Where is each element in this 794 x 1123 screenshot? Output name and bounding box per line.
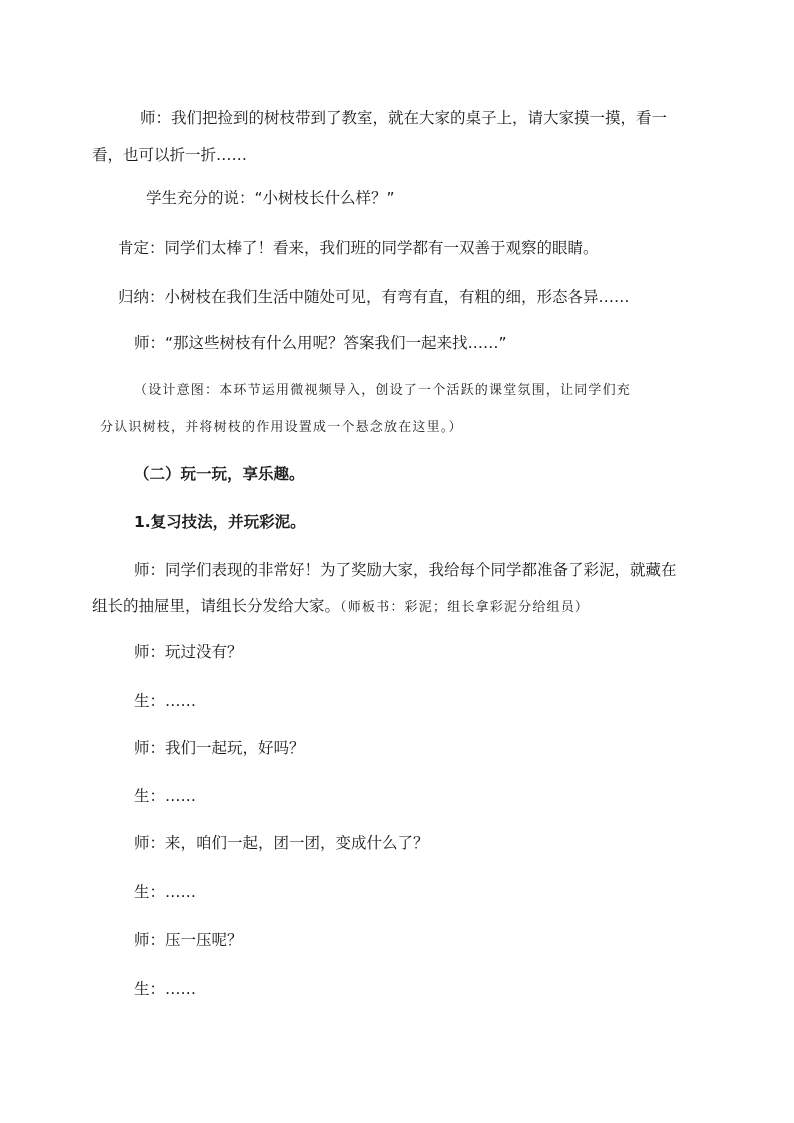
paragraph-line: 师：我们把捡到的树枝带到了教室，就在大家的桌子上，请大家摸一摸，看一 (140, 109, 668, 127)
subsection-heading: 1.复习技法，并玩彩泥。 (134, 513, 306, 531)
paragraph-line: 看，也可以折一折…… (92, 146, 248, 164)
dialogue-line: 生：…… (134, 692, 197, 710)
dialogue-line: 生：…… (134, 883, 197, 901)
paragraph-text: 组长的抽屉里，请组长分发给大家。 (92, 597, 341, 615)
board-note: （师板书：彩泥；组长拿彩泥分给组员） (340, 600, 590, 615)
design-note-line: （设计意图：本环节运用微视频导入，创设了一个活跃的课堂氛围，让同学们充 (134, 383, 632, 398)
dialogue-line: 师：我们一起玩，好吗？ (134, 739, 305, 757)
dialogue-line: 师：压一压呢？ (134, 931, 243, 949)
paragraph-line: 肯定：同学们太棒了！看来，我们班的同学都有一双善于观察的眼睛。 (118, 239, 599, 257)
dialogue-line: 师：玩过没有？ (134, 643, 243, 661)
paragraph-line: 归纳：小树枝在我们生活中随处可见，有弯有直，有粗的细，形态各异…… (118, 288, 630, 306)
dialogue-line: 师：来，咱们一起，团一团，变成什么了？ (134, 834, 429, 852)
section-heading: （二）玩一玩，享乐趣。 (134, 465, 305, 483)
paragraph-line: 学生充分的说：“小树枝长什么样？” (146, 189, 395, 207)
paragraph-line (92, 596, 589, 618)
dialogue-line: 生：…… (134, 980, 197, 998)
paragraph-line: 师：“那这些树枝有什么用呢？答案我们一起来找……” (134, 334, 507, 352)
design-note-line: 分认识树枝，并将树枝的作用设置成一个悬念放在这里。） (100, 420, 463, 435)
dialogue-line: 生：…… (134, 787, 197, 805)
paragraph-line: 师：同学们表现的非常好！为了奖励大家，我给每个同学都准备了彩泥，就藏在 (134, 561, 677, 579)
